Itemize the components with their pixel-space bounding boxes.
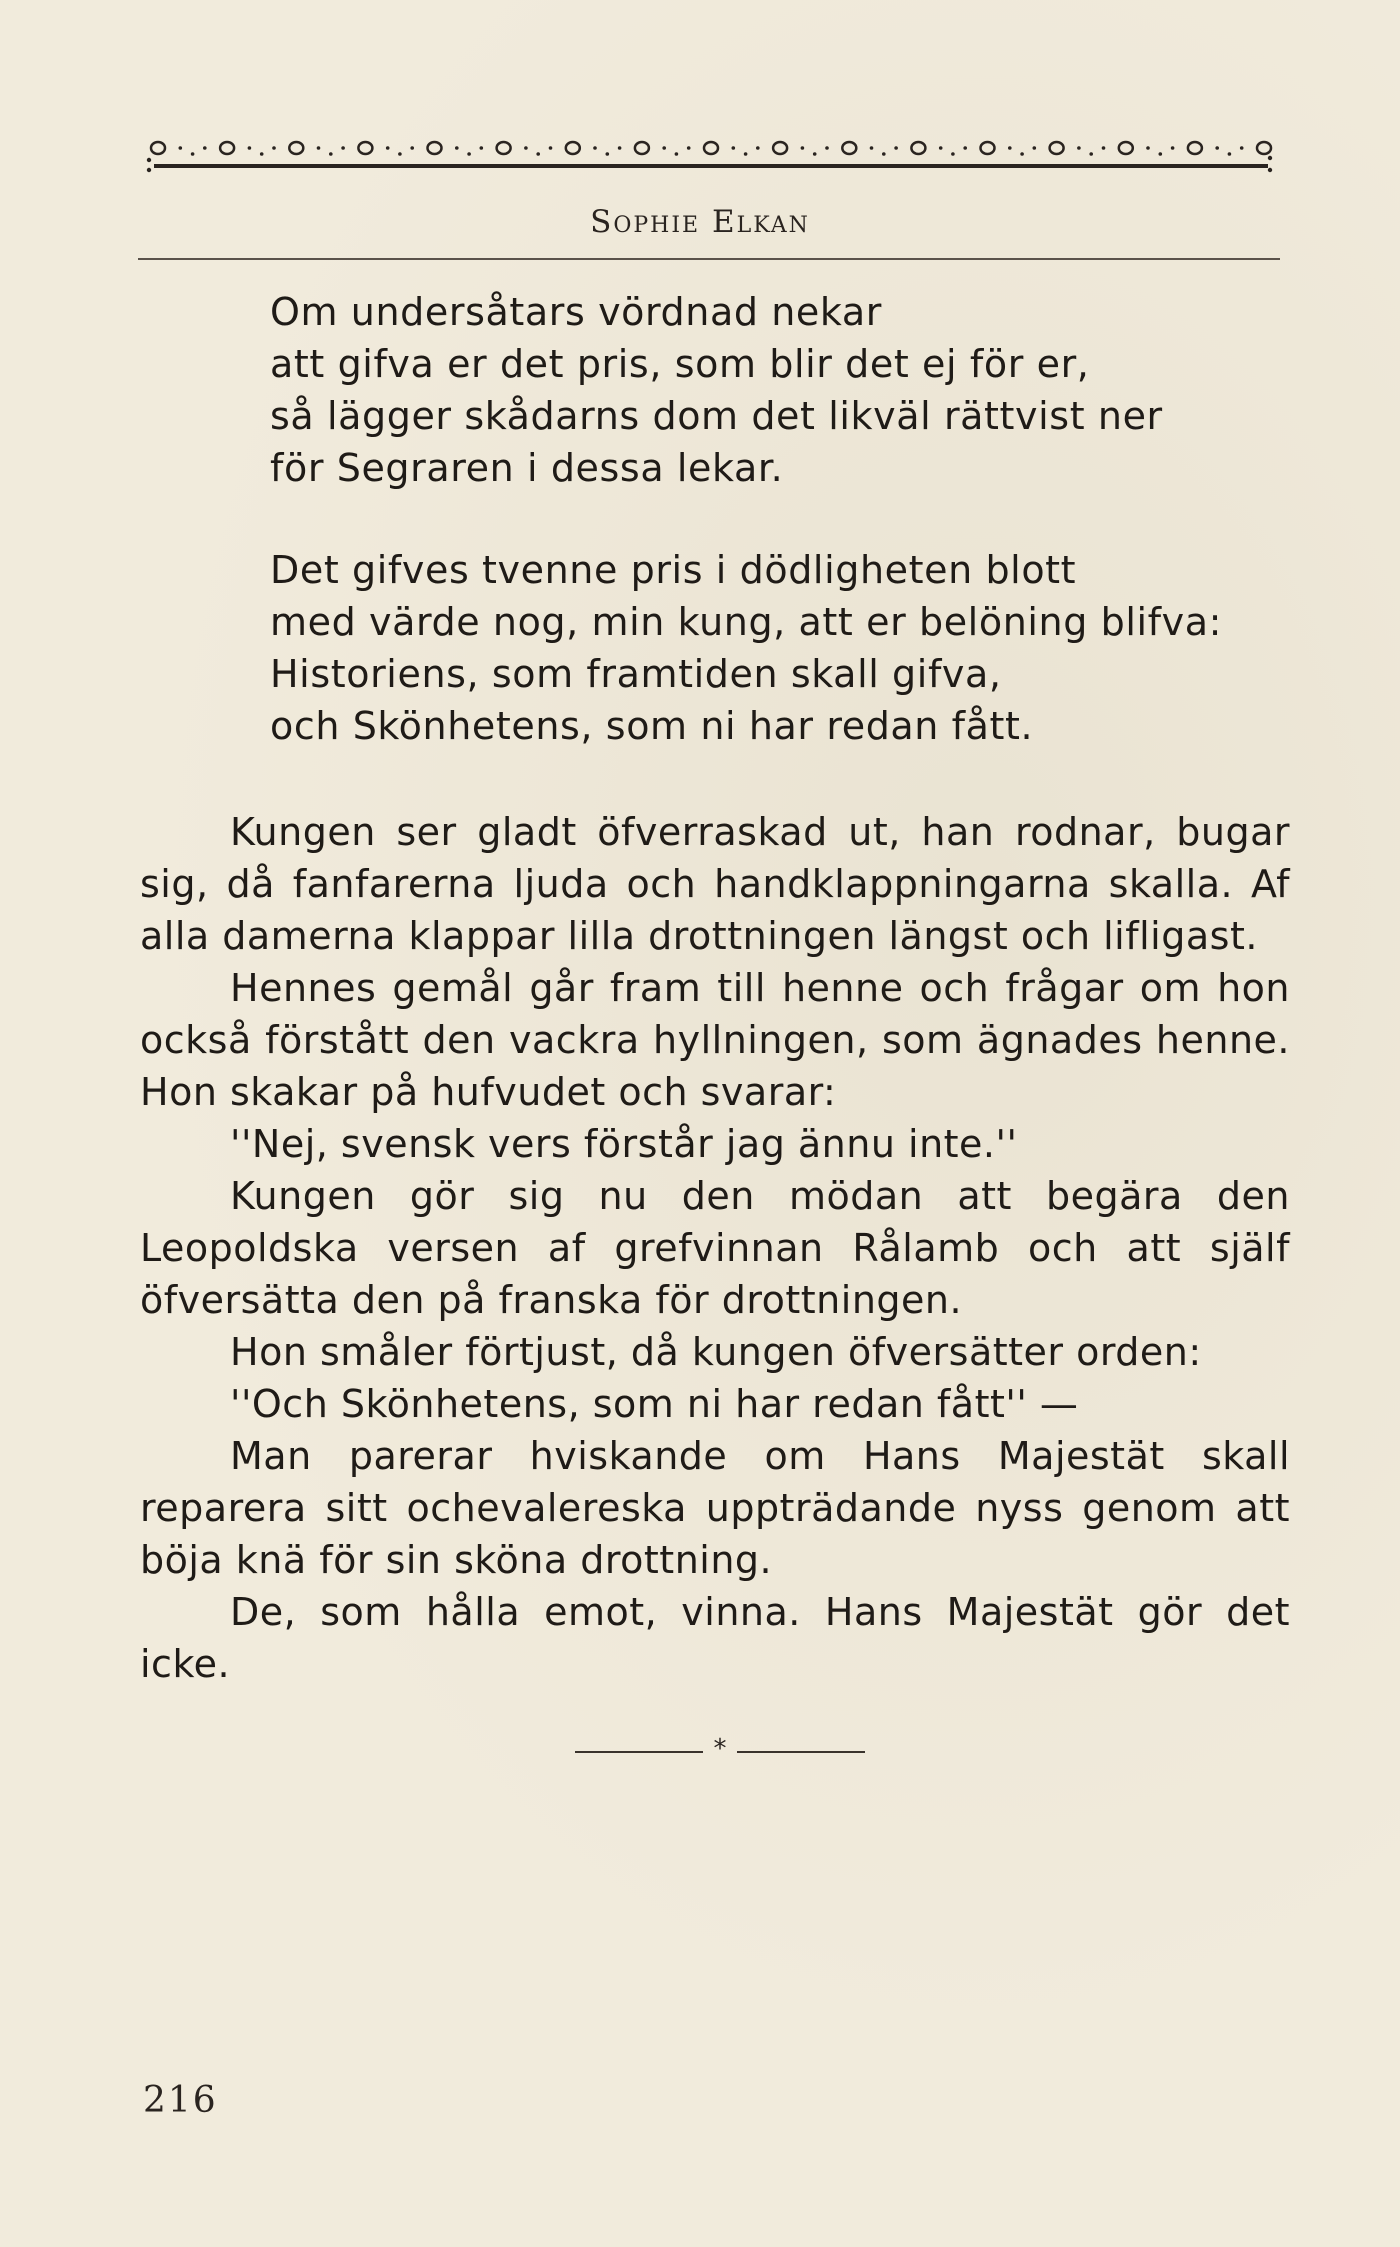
paragraph: Hennes gemål går fram till henne och frågar om hon också förstått den vackra hyllningen, som ägnades henne. Hon skakar på hufvudet och svarar: [140,966,1290,1114]
poem-stanza [270,286,1190,494]
ornament-dot [687,146,691,150]
ornament-dot [1215,146,1219,150]
ornament-ring [981,142,995,154]
ornament-dot [939,146,943,150]
quoted-line: ''Nej, svensk vers förstår jag ännu inte.'' [230,1122,1018,1166]
ornament-dot [951,152,955,156]
ornament-dot [1228,152,1232,156]
paragraph: Kungen gör sig nu den mödan att begära den Leopoldska versen af grefvinnan Rålamb och att själf öfversätta den på franska för drottningen. [140,1174,1290,1322]
ornament-ring [358,142,372,154]
ornament-dot [480,146,484,150]
ornament-dot [410,146,414,150]
ornament-dot [813,152,817,156]
ornament-ring [704,142,718,154]
section-separator [575,1734,865,1764]
ornament-corner-dot [1268,156,1272,160]
ornament-ring [1188,142,1202,154]
verse-line: Historiens, som framtiden skall gifva, [270,652,1002,696]
ornament-dot [203,146,207,150]
ornament-ring [1050,142,1064,154]
paragraph: De, som hålla emot, vinna. Hans Majestät gör det icke. [140,1590,1290,1686]
ornament-dot [1171,146,1175,150]
ornament-dot [606,152,610,156]
ornament-ring [566,142,580,154]
ornament-dot [386,146,390,150]
ornament-ring [428,142,442,154]
ornament-dot [536,152,540,156]
ornament-corner-dot [147,168,151,172]
verse-line: och Skönhetens, som ni har redan fått. [270,704,1034,748]
ornament-ring [635,142,649,154]
ornament-dot [179,146,183,150]
ornament-dot [398,152,402,156]
paragraph: Kungen ser gladt öfverraskad ut, han rodnar, bugar sig, då fanfarerna ljuda och handklappningarna skalla. Af alla damerna klappar lilla drottningen längst och lifligast. [140,810,1290,958]
ornament-ring [911,142,925,154]
paragraph: Hon småler förtjust, då kungen öfversätter orden: [230,1330,1202,1374]
ornament-dot [756,146,760,150]
ornament-corner-dot [1268,168,1272,172]
ornament-dot [1146,146,1150,150]
ornament-dot [744,152,748,156]
separator-star: * [713,1734,727,1764]
verse-line: Det gifves tvenne pris i dödligheten blott [270,548,1077,592]
verse-line: med värde nog, min kung, att er belöning blifva: [270,600,1223,644]
quoted-line: ''Och Skönhetens, som ni har redan fått'' — [230,1382,1079,1426]
ornament-dot [1020,152,1024,156]
verse-line: att gifva er det pris, som blir det ej för er, [270,342,1090,386]
ornament-ring [1119,142,1133,154]
ornament-dot [329,152,333,156]
ornament-dot [455,146,459,150]
ornamental-header-border [146,130,1276,174]
ornament-rule [154,164,1268,168]
ornament-dot [870,146,874,150]
ornament-ring [151,142,165,154]
prose-body [140,806,1290,1690]
ornament-dot [1240,146,1244,150]
ornament-dot [1102,146,1106,150]
ornament-dot [618,146,622,150]
ornament-ring [842,142,856,154]
ornament-dot [341,146,345,150]
ornament-dot [732,146,736,150]
running-head-author: Sophie Elkan [590,204,810,240]
ornament-dot [882,152,886,156]
ornament-corner-dot [147,158,151,162]
ornament-ring [220,142,234,154]
ornament-dot [1008,146,1012,150]
ornament-dot [524,146,528,150]
ornament-chain-graphic [146,130,1276,174]
ornament-dot [593,146,597,150]
ornament-dot [662,146,666,150]
ornament-ring [773,142,787,154]
verse-line: så lägger skådarns dom det likväl rättvist ner [270,394,1163,438]
poem-stanza [270,544,1223,752]
ornament-dot [1033,146,1037,150]
ornament-dot [801,146,805,150]
ornament-dot [1159,152,1163,156]
ornament-ring [1257,142,1271,154]
paragraph: Man parerar hviskande om Hans Majestät skall reparera sitt ochevalereska uppträdande nyss genom att böja knä för sin sköna drottning. [140,1434,1290,1582]
poem [270,286,1223,802]
ornament-dot [1089,152,1093,156]
ornament-dot [1077,146,1081,150]
ornament-dot [248,146,252,150]
header-rule [138,258,1280,260]
ornament-ring [497,142,511,154]
ornament-dot [272,146,276,150]
ornament-dot [894,146,898,150]
ornament-dot [549,146,553,150]
ornament-dot [467,152,471,156]
ornament-dot [191,152,195,156]
ornament-dot [675,152,679,156]
separator-rule-right [737,1751,865,1753]
verse-line: Om undersåtars vördnad nekar [270,290,882,334]
page-number: 216 [143,2080,218,2121]
ornament-dot [963,146,967,150]
verse-line: för Segraren i dessa lekar. [270,446,784,490]
ornament-dot [260,152,264,156]
ornament-dot [317,146,321,150]
ornament-ring [289,142,303,154]
separator-rule-left [575,1751,703,1753]
ornament-dot [825,146,829,150]
